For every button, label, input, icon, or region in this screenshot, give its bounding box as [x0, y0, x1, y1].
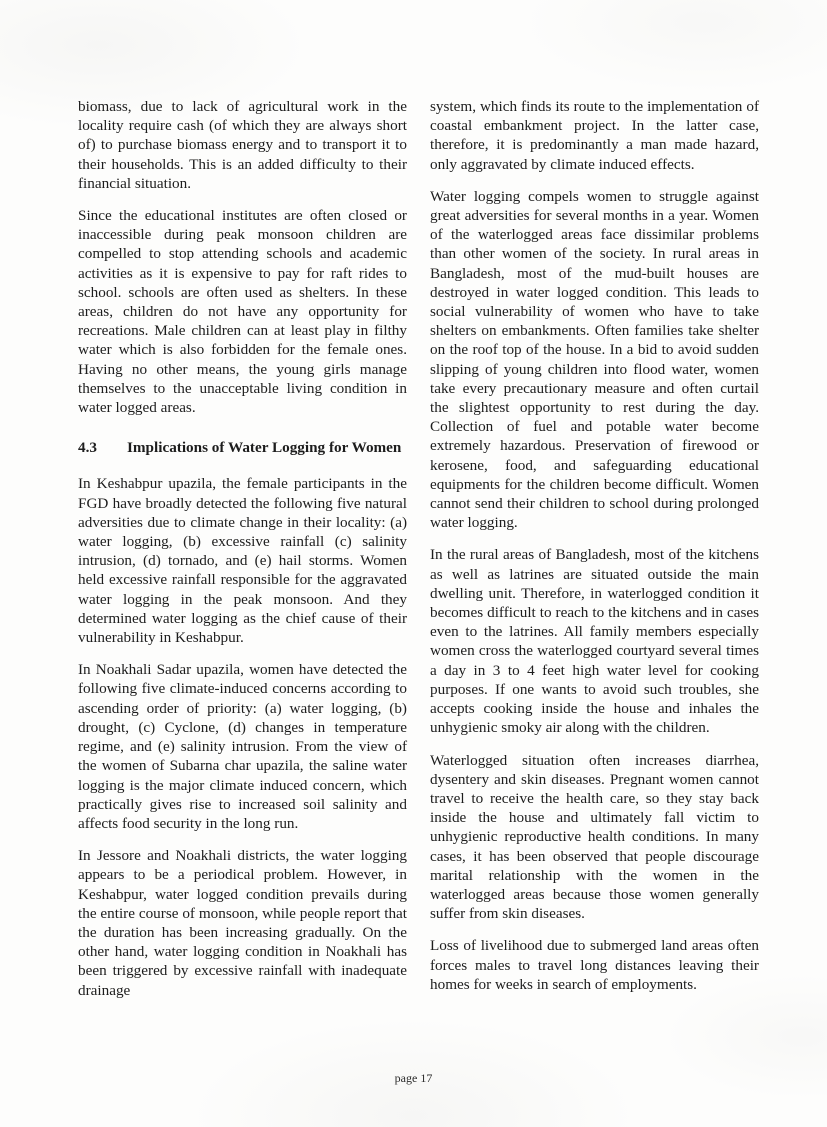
section-heading: [78, 438, 407, 457]
paragraph: system, which finds its route to the implementation of coastal embankment project. In the latter case, therefore, it is predominantly a man made hazard, only aggravated by climate induced effects.: [430, 98, 759, 173]
paragraph: In Noakhali Sadar upazila, women have detected the following five climate-induced concerns according to ascending order of priority: (a) water logging, (b) drought, (c) Cyclone, (d) changes in temperature regime, and (e) salinity intrusion. From the view of the women of Subarna char upazila, the saline water logging is the major climate induced concern, which practically gives rise to increased soil salinity and affects food security in the long run.: [78, 661, 407, 832]
page-number: page 17: [394, 1071, 433, 1085]
section-title: Implications of Water Logging for Women: [127, 439, 402, 457]
paragraph: Water logging compels women to struggle against great adversities for several months in a year. Women of the waterlogged areas face dissimilar problems than other women of the society. In rural areas in Bangladesh, most of the mud-built houses are destroyed in water logged condition. This leads to social vulnerability of women who have to take shelters on embankments. Often families take shelter on the roof top of the house. In a bid to avoid sudden slipping of young children into flood water, women take every precautionary measure and often curtail the slightest opportunity to rest during the day. Collection of fuel and potable water become extremely hazardous. Preservation of firewood or kerosene, food, and safeguarding educational equipments for the children become difficult. Women cannot send their children to school during prolonged water logging.: [430, 187, 759, 532]
paragraph: Loss of livelihood due to submerged land areas often forces males to travel long distances leaving their homes for weeks in search of employments.: [430, 937, 759, 993]
paragraph: In Jessore and Noakhali districts, the water logging appears to be a periodical problem. However, in Keshabpur, water logged condition prevails during the entire course of monsoon, while people report that the duration has been increasing gradually. On the other hand, water logging condition in Noakhali has been triggered by excessive rainfall with inadequate drainage: [78, 847, 407, 999]
paragraph: Since the educational institutes are often closed or inaccessible during peak monsoon children are compelled to stop attending schools and academic activities as it is expensive to pay for raft rides to school. schools are often used as shelters. In these areas, children do not have any opportunity for recreations. Male children can at least play in filthy water which is also forbidden for the female ones. Having no other means, the young girls manage themselves to the unacceptable living condition in water logged areas.: [78, 207, 407, 417]
right-column: [430, 97, 759, 1000]
two-column-layout: [78, 97, 759, 1000]
paragraph: In Keshabpur upazila, the female participants in the FGD have broadly detected the following five natural adversities due to climate change in their locality: (a) water logging, (b) excessive rainfall (c) salinity intrusion, (d) tornado, and (e) hail storms. Women held excessive rainfall responsible for the aggravated water logging in the peak monsoon. And they determined water logging as the chief cause of their vulnerability in Keshabpur.: [78, 475, 407, 647]
section-number: 4.3: [78, 439, 97, 457]
paragraph: biomass, due to lack of agricultural work in the locality require cash (of which they are always short of) to purchase biomass energy and to transport it to their households. This is an added difficulty to their financial situation.: [78, 98, 407, 192]
left-column: [78, 97, 407, 1000]
paragraph: In the rural areas of Bangladesh, most of the kitchens as well as latrines are situated outside the main dwelling unit. Therefore, in waterlogged condition it becomes difficult to reach to the kitchens and in cases even to the latrines. All family members especially women cross the waterlogged courtyard several times a day in 3 to 4 feet high water level for cooking purposes. If one wants to avoid such troubles, she accepts cooking inside the house and inhales the unhygienic smoky air along with the children.: [430, 546, 759, 737]
paragraph: Waterlogged situation often increases diarrhea, dysentery and skin diseases. Pregnant women cannot travel to receive the health care, so they stay back inside the house and ultimately fall victim to unhygienic reproductive health conditions. In many cases, it has been observed that people discourage marital relationship with the women in the waterlogged areas because those women generally suffer from skin diseases.: [430, 751, 759, 923]
